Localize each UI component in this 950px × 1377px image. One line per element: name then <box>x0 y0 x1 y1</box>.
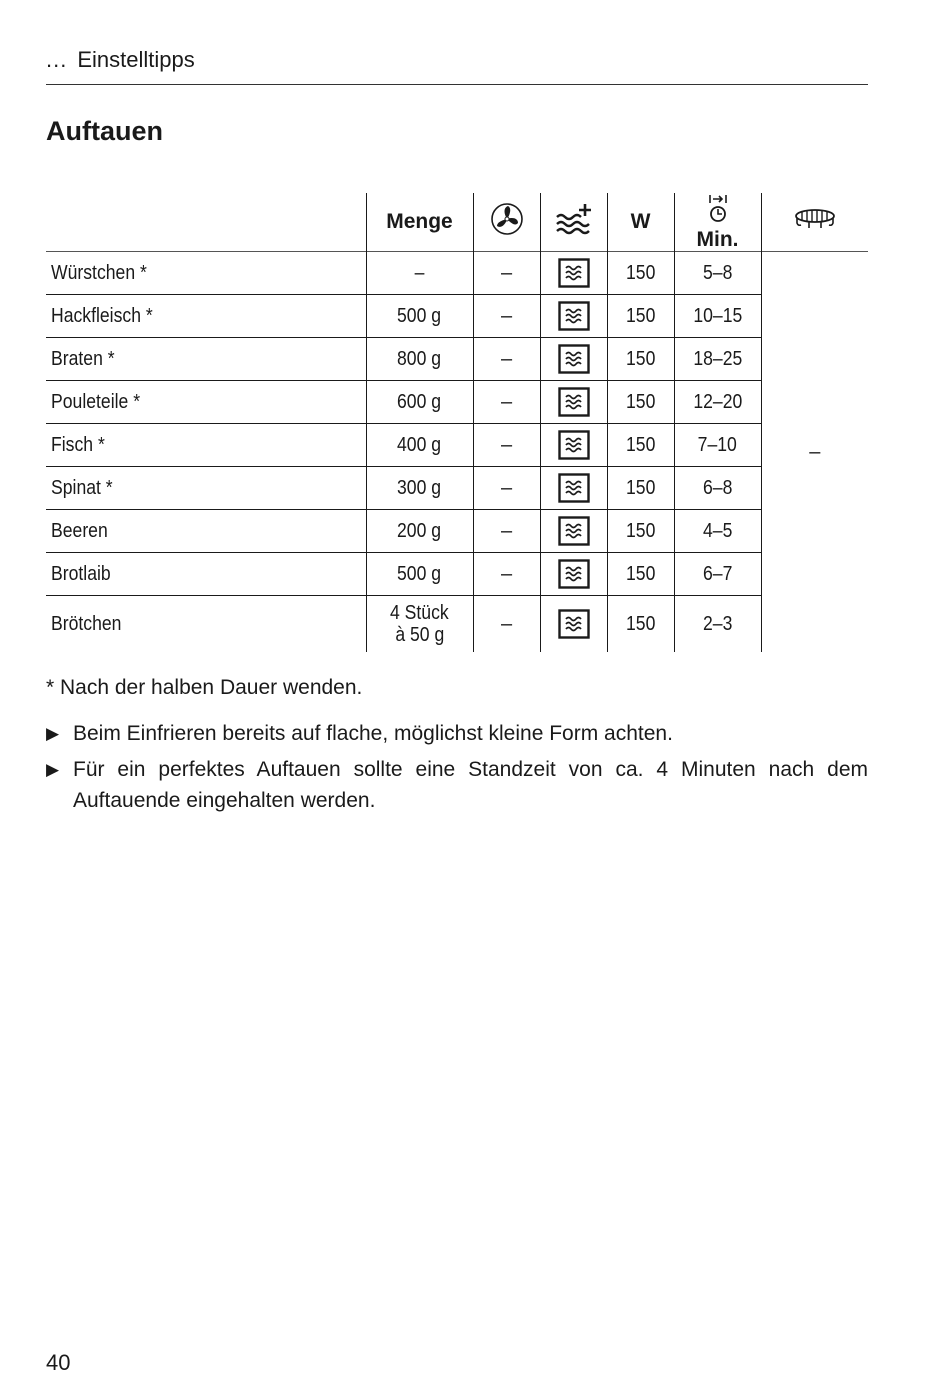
arrow-bullet-icon: ▶ <box>46 760 60 779</box>
row-food <box>46 295 366 338</box>
watt-value: 150 <box>625 519 656 542</box>
row-mode <box>540 553 607 596</box>
watt-value: 150 <box>625 261 656 284</box>
menge-value: 400 g <box>397 433 442 456</box>
food-label: Brotlaib <box>51 562 111 585</box>
header-minutes: Min. <box>696 228 739 251</box>
footnote: * Nach der halben Dauer wenden. <box>46 676 363 699</box>
row-minutes <box>674 467 761 510</box>
row-watt <box>607 381 674 424</box>
menge-value-line1: 4 Stück <box>390 602 449 624</box>
microwave-mode-icon <box>558 609 590 639</box>
minutes-value: 2–3 <box>702 613 733 635</box>
row-food <box>46 596 366 653</box>
row-food <box>46 467 366 510</box>
food-label: Fisch * <box>51 433 105 456</box>
header-ellipsis: ... <box>46 47 68 72</box>
table-row <box>46 553 868 596</box>
watt-value: 150 <box>625 562 656 585</box>
food-label: Hackfleisch * <box>51 304 153 327</box>
microwave-mode-icon <box>558 473 590 503</box>
tip-item <box>46 718 868 749</box>
microwave-mode-icon <box>558 559 590 589</box>
minutes-value: 18–25 <box>693 347 742 370</box>
rack-value: – <box>809 440 821 463</box>
tip-text: Für ein perfektes Auftauen sollte eine Standzeit von ca. 4 Minuten nach dem Auftauende eingehalten werden. <box>73 758 868 812</box>
table-header-row <box>46 193 868 252</box>
menge-value: – <box>414 261 425 284</box>
microwave-mode-icon <box>558 301 590 331</box>
defrost-table <box>46 193 868 652</box>
watt-value: 150 <box>625 390 656 413</box>
minutes-value: 12–20 <box>693 390 742 413</box>
row-minutes <box>674 596 761 653</box>
row-menge <box>366 338 473 381</box>
watt-value: 150 <box>625 613 656 635</box>
row-food <box>46 510 366 553</box>
header-menge: Menge <box>366 193 473 252</box>
watt-value: 150 <box>625 304 656 327</box>
minutes-value: 6–8 <box>702 476 733 499</box>
header-title: Einstelltipps <box>77 47 195 72</box>
header-mw-plus <box>540 193 607 252</box>
table-row <box>46 252 868 295</box>
menge-value: 200 g <box>397 519 442 542</box>
header-rack <box>761 193 868 252</box>
row-fan: – <box>473 424 540 467</box>
microwave-mode-icon <box>558 387 590 417</box>
row-watt <box>607 295 674 338</box>
rack-cell <box>761 252 868 653</box>
row-food <box>46 338 366 381</box>
table-row <box>46 424 868 467</box>
row-menge <box>366 596 473 653</box>
menge-value: 800 g <box>397 347 442 370</box>
food-label: Braten * <box>51 347 115 370</box>
table-row <box>46 295 868 338</box>
row-fan: – <box>473 295 540 338</box>
table-row <box>46 338 868 381</box>
row-minutes <box>674 381 761 424</box>
food-label: Spinat * <box>51 476 113 499</box>
row-minutes <box>674 295 761 338</box>
row-menge <box>366 381 473 424</box>
row-menge <box>366 424 473 467</box>
menge-value: 500 g <box>397 562 442 585</box>
row-minutes <box>674 510 761 553</box>
row-mode <box>540 596 607 653</box>
menge-value: 600 g <box>397 390 442 413</box>
row-mode <box>540 510 607 553</box>
row-watt <box>607 338 674 381</box>
row-mode <box>540 381 607 424</box>
row-fan: – <box>473 338 540 381</box>
row-fan: – <box>473 596 540 653</box>
minutes-value: 5–8 <box>702 261 733 284</box>
header-time <box>674 193 761 252</box>
row-fan: – <box>473 553 540 596</box>
row-mode <box>540 252 607 295</box>
minutes-value: 10–15 <box>693 304 742 327</box>
row-minutes <box>674 553 761 596</box>
food-label: Würstchen * <box>51 261 147 284</box>
row-watt <box>607 510 674 553</box>
table-row <box>46 596 868 653</box>
minutes-value: 4–5 <box>702 519 733 542</box>
row-fan: – <box>473 252 540 295</box>
row-mode <box>540 338 607 381</box>
row-mode <box>540 295 607 338</box>
minutes-value: 6–7 <box>702 562 733 585</box>
fan-icon <box>490 202 524 236</box>
header-food <box>46 193 366 252</box>
tip-item <box>46 754 868 816</box>
microwave-plus-icon <box>554 201 594 237</box>
tips-list <box>46 718 868 821</box>
food-label: Beeren <box>51 519 108 542</box>
microwave-mode-icon <box>558 344 590 374</box>
microwave-mode-icon <box>558 258 590 288</box>
food-label: Brötchen <box>51 613 122 635</box>
grill-rack-icon <box>793 205 837 233</box>
row-menge <box>366 252 473 295</box>
row-fan: – <box>473 510 540 553</box>
row-watt <box>607 424 674 467</box>
watt-value: 150 <box>625 476 656 499</box>
menge-value-line2: à 50 g <box>395 624 444 646</box>
row-menge <box>366 553 473 596</box>
row-watt <box>607 596 674 653</box>
table-row <box>46 467 868 510</box>
header-watt: W <box>607 193 674 252</box>
row-menge <box>366 295 473 338</box>
minutes-value: 7–10 <box>697 433 738 456</box>
tip-text: Beim Einfrieren bereits auf flache, möglichst kleine Form achten. <box>73 722 673 745</box>
watt-value: 150 <box>625 347 656 370</box>
arrow-bullet-icon: ▶ <box>46 724 60 743</box>
row-menge <box>366 467 473 510</box>
row-food <box>46 553 366 596</box>
microwave-mode-icon <box>558 516 590 546</box>
row-mode <box>540 424 607 467</box>
row-minutes <box>674 424 761 467</box>
page-number: 40 <box>46 1350 71 1375</box>
row-watt <box>607 553 674 596</box>
food-label: Pouleteile * <box>51 390 141 413</box>
timer-icon <box>707 193 729 223</box>
row-food <box>46 424 366 467</box>
row-food <box>46 252 366 295</box>
row-watt <box>607 467 674 510</box>
watt-value: 150 <box>625 433 656 456</box>
microwave-mode-icon <box>558 430 590 460</box>
menge-value: 300 g <box>397 476 442 499</box>
row-minutes <box>674 252 761 295</box>
row-fan: – <box>473 381 540 424</box>
header-fan <box>473 193 540 252</box>
row-fan: – <box>473 467 540 510</box>
menge-value: 500 g <box>397 304 442 327</box>
row-food <box>46 381 366 424</box>
table-row <box>46 510 868 553</box>
table-row <box>46 381 868 424</box>
row-mode <box>540 467 607 510</box>
row-minutes <box>674 338 761 381</box>
section-title: Auftauen <box>46 116 163 146</box>
row-menge <box>366 510 473 553</box>
row-watt <box>607 252 674 295</box>
running-header <box>46 46 868 85</box>
